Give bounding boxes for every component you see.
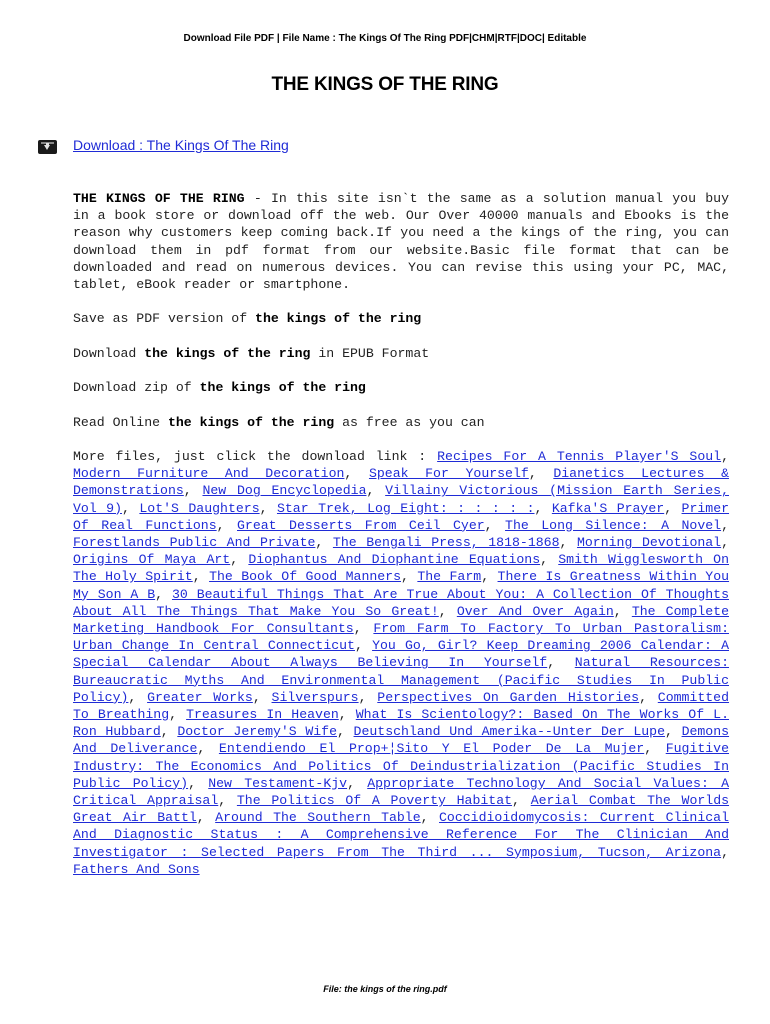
related-file-link[interactable]: You Go, Girl? Keep Dreaming 2006 Calendar: A Special Calendar About Always Believing In Yourself: [73, 638, 730, 671]
link-separator: ,: [547, 655, 575, 671]
link-separator: ,: [354, 638, 373, 654]
related-file-link[interactable]: Fugitive Industry: The Economics And Politics Of Deindustrialization (Pacific Studies In Public Policy): [73, 741, 730, 791]
link-separator: ,: [644, 741, 666, 757]
link-separator: ,: [512, 793, 531, 809]
link-separator: ,: [188, 775, 209, 791]
link-separator: ,: [197, 741, 219, 757]
link-separator: ,: [540, 552, 559, 568]
related-file-link[interactable]: Forestlands Public And Private: [73, 534, 316, 550]
page-footer: File: the kings of the ring.pdf: [323, 984, 447, 994]
link-separator: ,: [337, 724, 354, 740]
link-separator: ,: [196, 810, 216, 826]
related-file-link[interactable]: Doctor Jeremy'S Wife: [177, 724, 337, 740]
link-separator: ,: [358, 689, 378, 705]
related-file-link[interactable]: Greater Works: [147, 689, 253, 705]
related-file-link[interactable]: What Is Scientology?: Based On The Works Of L. Ron Hubbard: [73, 707, 730, 740]
link-separator: ,: [639, 689, 658, 705]
link-separator: ,: [366, 483, 386, 499]
link-separator: ,: [664, 500, 682, 516]
related-file-link[interactable]: Silverspurs: [271, 689, 359, 705]
related-file-link[interactable]: Kafka'S Prayer: [551, 500, 665, 516]
link-separator: ,: [128, 689, 148, 705]
more-files-intro: More files, just click the download link :: [73, 448, 438, 464]
related-file-link[interactable]: Committed To Breathing: [73, 689, 730, 723]
related-file-link[interactable]: Demons And Deliverance: [73, 724, 730, 757]
link-separator: ,: [155, 586, 172, 602]
related-file-link[interactable]: 30 Beautiful Things That Are True About You: A Collection Of Thoughts About All The Things That Make You So Great!: [73, 586, 729, 619]
link-separator: ,: [534, 500, 552, 516]
link-separator: ,: [338, 707, 356, 723]
link-separator: ,: [353, 621, 374, 636]
link-separator: ,: [230, 552, 249, 568]
link-separator: ,: [420, 810, 440, 826]
link-separator: ,: [344, 466, 369, 482]
related-file-link[interactable]: Villainy Victorious (Mission Earth Series, Vol 9): [73, 483, 729, 516]
document-title: THE KINGS OF THE RING: [271, 74, 499, 95]
related-file-link[interactable]: There Is Greatness Within You My Son A B: [73, 569, 730, 602]
related-file-link[interactable]: Lot'S Daughters: [139, 500, 260, 516]
related-file-link[interactable]: Smith Wigglesworth On The Holy Spirit: [73, 552, 730, 585]
link-separator: ,: [160, 724, 178, 740]
related-file-link[interactable]: New Dog Encyclopedia: [202, 483, 367, 499]
related-file-link[interactable]: Entendiendo El Prop+¦Sito Y El Poder De La Mujer: [218, 741, 645, 757]
related-file-link[interactable]: The Farm: [417, 569, 482, 585]
link-separator: ,: [259, 500, 277, 516]
related-file-link[interactable]: Star Trek, Log Eight: : : : : :: [276, 500, 535, 516]
related-file-link[interactable]: From Farm To Factory To Urban Pastoralism: Urban Change In Central Connecticut: [73, 621, 729, 654]
related-file-link[interactable]: Diophantus And Diophantine Equations: [248, 552, 541, 568]
related-file-link[interactable]: Aerial Combat The Worlds Great Air Battl: [73, 793, 730, 826]
link-separator: ,: [401, 569, 418, 585]
link-separator: ,: [559, 534, 577, 550]
link-separator: ,: [122, 500, 140, 516]
read-online-line: Read Online the kings of the ring as free as you can: [73, 414, 485, 430]
related-file-link[interactable]: Modern Furniture And Decoration: [73, 466, 345, 482]
related-file-link[interactable]: Origins Of Maya Art: [73, 552, 231, 568]
download-icon[interactable]: [38, 140, 57, 154]
related-file-link[interactable]: New Testament-Kjv: [208, 775, 348, 791]
related-file-link[interactable]: The Bengali Press, 1818-1868: [332, 534, 560, 550]
link-separator: ,: [192, 569, 210, 585]
related-file-link[interactable]: Morning Devotional: [576, 534, 722, 550]
link-separator: ,: [252, 689, 272, 705]
link-separator: ,: [218, 793, 237, 809]
related-file-link[interactable]: Primer Of Real Functions: [73, 500, 730, 533]
related-file-link[interactable]: The Long Silence: A Novel: [505, 517, 722, 533]
download-link[interactable]: Download : The Kings Of The Ring: [73, 137, 289, 153]
related-file-link[interactable]: Treasures In Heaven: [186, 707, 339, 723]
related-file-link[interactable]: Perspectives On Garden Histories: [377, 689, 640, 705]
link-separator: ,: [347, 775, 368, 791]
related-file-link[interactable]: Recipes For A Tennis Player'S Soul: [437, 448, 722, 464]
link-separator: ,: [484, 517, 506, 533]
intro-bold-title: THE KINGS OF THE RING: [73, 191, 245, 206]
related-file-link[interactable]: Great Desserts From Ceil Cyer: [237, 517, 485, 533]
related-file-link[interactable]: The Complete Marketing Handbook For Consultants: [73, 603, 729, 636]
related-file-link[interactable]: Speak For Yourself: [368, 466, 529, 482]
link-separator: ,: [216, 517, 237, 533]
related-file-link[interactable]: Over And Over Again: [456, 603, 614, 619]
related-file-link[interactable]: Dianetics Lectures & Demonstrations: [73, 466, 730, 499]
page-header: Download File PDF | File Name : The Kings Of The Ring PDF|CHM|RTF|DOC| Editable: [183, 33, 587, 44]
save-pdf-line: Save as PDF version of the kings of the ring: [73, 311, 422, 327]
link-separator: ,: [721, 448, 730, 464]
related-file-link[interactable]: Deutschland Und Amerika--Unter Der Lupe: [353, 724, 666, 740]
link-separator: ,: [183, 483, 203, 499]
document-body: [73, 190, 729, 895]
related-file-link[interactable]: The Book Of Good Manners: [209, 569, 402, 585]
related-file-link[interactable]: Fathers And Sons: [73, 861, 200, 877]
link-separator: ,: [169, 707, 187, 723]
related-file-link[interactable]: Natural Resources: Bureaucratic Myths And Environmental Management (Pacific Studies In Public Policy): [73, 655, 729, 705]
link-separator: ,: [438, 603, 457, 619]
link-separator: ,: [721, 517, 729, 533]
epub-line: Download the kings of the ring in EPUB Format: [73, 345, 430, 361]
related-file-link[interactable]: The Politics Of A Poverty Habitat: [236, 793, 513, 809]
more-files-paragraph: [73, 448, 729, 878]
related-file-link[interactable]: Appropriate Technology And Social Values: A Critical Appraisal: [73, 775, 730, 809]
intro-text: - In this site isn`t the same as a solution manual you buy in a book store or download off the web. Our Over 40000 manuals and Ebooks is the reason why customers keep coming back.If you need a the kings of the ring, you can download them in pdf format from our website.Basic file format that can be downloaded and read on numerous devices. You can revise this using your PC, MAC, tablet, eBook reader or smartphone.: [73, 191, 729, 293]
link-separator: ,: [613, 603, 632, 619]
related-file-link[interactable]: Around The Southern Table: [215, 810, 421, 826]
link-separator: ,: [528, 466, 554, 482]
intro-paragraph: [73, 190, 729, 293]
link-separator: ,: [481, 569, 498, 585]
link-separator: ,: [721, 844, 729, 860]
zip-line: Download zip of the kings of the ring: [73, 380, 366, 396]
link-separator: ,: [315, 534, 333, 550]
link-separator: ,: [721, 534, 730, 550]
related-file-link[interactable]: Coccidioidomycosis: Current Clinical And Diagnostic Status : A Comprehensive Reference For The Clinician And Investigator : Selected Papers From The Third ... Symposium, Tucson, Arizona: [73, 810, 729, 860]
link-separator: ,: [665, 724, 682, 740]
